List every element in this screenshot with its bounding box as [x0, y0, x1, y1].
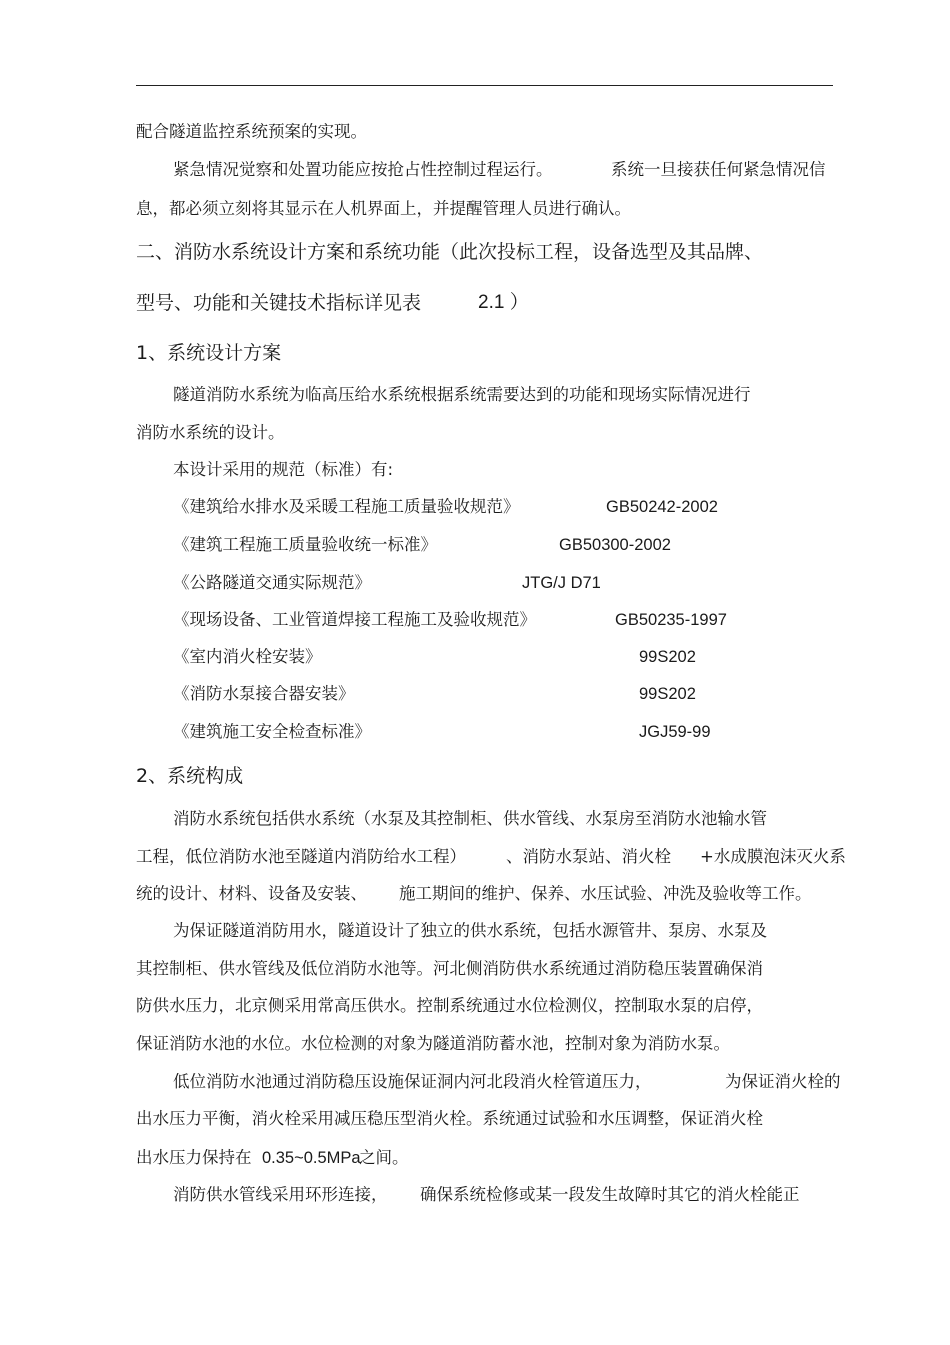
paragraph-line: 工程，低位消防水池至隧道内消防给水工程）: [136, 847, 466, 866]
standard-code: GB50235-1997: [615, 611, 727, 629]
paragraph-line: 本设计采用的规范（标准）有:: [173, 460, 394, 479]
standard-name: 《消防水泵接合器安装》: [173, 684, 355, 703]
paragraph-line: 配合隧道监控系统预案的实现。: [136, 122, 367, 141]
paragraph-line: 防供水压力，北京侧采用常高压供水。控制系统通过水位检测仪，控制取水泵的启停，: [136, 996, 763, 1015]
standard-name: 《现场设备、工业管道焊接工程施工及验收规范》: [173, 610, 536, 629]
section-heading: 二、消防水系统设计方案和系统功能（此次投标工程，设备选型及其品牌、: [136, 241, 764, 263]
header-rule: [136, 85, 833, 86]
paragraph-line: 统的设计、材料、设备及安装、: [136, 884, 367, 903]
paragraph-line: +水成膜泡沫灭火系: [700, 847, 846, 866]
paragraph-line: 息，都必须立刻将其显示在人机界面上，并提醒管理人员进行确认。: [136, 199, 631, 218]
paragraph-line: 紧急情况觉察和处置功能应按抢占性控制过程运行。: [173, 160, 553, 179]
paragraph-line: 确保系统检修或某一段发生故障时其它的消火栓能正: [420, 1185, 800, 1204]
paragraph-line: 系统一旦接获任何紧急情况信: [611, 160, 826, 179]
standard-name: 《公路隧道交通实际规范》: [173, 573, 371, 592]
standard-code: JGJ59-99: [639, 723, 711, 741]
standard-code: GB50242-2002: [606, 498, 718, 516]
paragraph-line: 、消防水泵站、消火栓: [506, 847, 671, 866]
standard-code: 99S202: [639, 685, 696, 703]
standard-code: 99S202: [639, 648, 696, 666]
standard-name: 《建筑给水排水及采暖工程施工质量验收规范》: [173, 497, 520, 516]
paragraph-line: 保证消防水池的水位。水位检测的对象为隧道消防蓄水池，控制对象为消防水泵。: [136, 1034, 730, 1053]
standard-name: 《室内消火栓安装》: [173, 647, 322, 666]
standard-code: GB50300-2002: [559, 536, 671, 554]
paragraph-line: 消防水系统包括供水系统（水泵及其控制柜、供水管线、水泵房至消防水池输水管: [173, 809, 767, 828]
paragraph-line: 出水压力平衡，消火栓采用减压稳压型消火栓。系统通过试验和水压调整，保证消火栓: [136, 1109, 763, 1128]
paragraph-line: 之间。: [359, 1148, 409, 1167]
standard-name: 《建筑工程施工质量验收统一标准》: [173, 535, 437, 554]
subsection-heading: 2、系统构成: [136, 765, 244, 787]
paragraph-line: 为保证消火栓的: [725, 1072, 841, 1091]
pressure-value: 0.35~0.5MPa: [262, 1149, 361, 1167]
paragraph-line: 低位消防水池通过消防稳压设施保证洞内河北段消火栓管道压力，: [173, 1072, 652, 1091]
section-heading: 型号、功能和关键技术指标详见表: [136, 292, 422, 314]
paragraph-line: 消防水系统的设计。: [136, 423, 285, 442]
paragraph-line: 施工期间的维护、保养、水压试验、冲洗及验收等工作。: [399, 884, 812, 903]
paragraph-line: 为保证隧道消防用水，隧道设计了独立的供水系统，包括水源管井、泵房、水泵及: [173, 921, 767, 940]
table-reference: 2.1 ）: [478, 292, 529, 313]
paragraph-line: 出水压力保持在: [136, 1148, 252, 1167]
paragraph-line: 其控制柜、供水管线及低位消防水池等。河北侧消防供水系统通过消防稳压装置确保消: [136, 959, 763, 978]
subsection-heading: 1、系统设计方案: [136, 342, 282, 364]
paragraph-line: 隧道消防水系统为临高压给水系统根据系统需要达到的功能和现场实际情况进行: [173, 385, 751, 404]
standard-name: 《建筑施工安全检查标准》: [173, 722, 371, 741]
paragraph-line: 消防供水管线采用环形连接，: [173, 1185, 388, 1204]
standard-code: JTG/J D71: [522, 574, 601, 592]
